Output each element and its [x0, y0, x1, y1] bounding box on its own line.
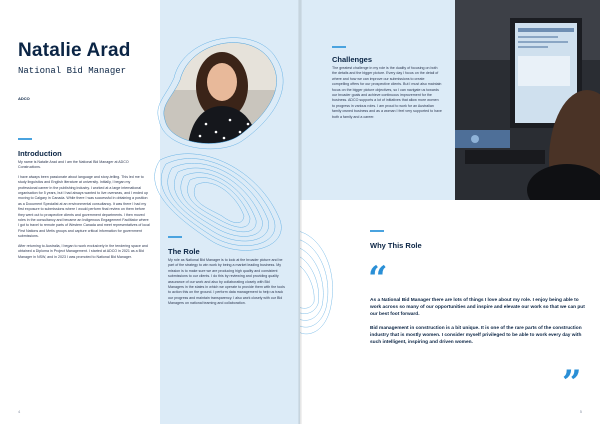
- challenges-accent-line: [332, 46, 346, 48]
- why-accent-line: [370, 230, 384, 232]
- introduction-body: [18, 160, 150, 264]
- role-paragraph: My role as National Bid Manager is to look at the broader picture and be part of the strategy to win work by being a market leading business. My mission is to make sure we are producing high quality and consistent submissions to our clients. I do this by reviewing and providing quality assurance of our work and also by collaborating closely with Bid Managers in the states in which we operate to provide them with the tools to action this on the ground. I perform data management to help us track our progress and maintain transparency. I also work closely with our Bid Managers on national teaming and collaboration.: [168, 258, 285, 306]
- company-name: ADCO: [18, 96, 30, 101]
- left-page-number: 4: [18, 409, 21, 414]
- gutter-fold: [298, 0, 302, 424]
- profile-name: Natalie Arad: [18, 40, 131, 61]
- intro-paragraph: My name is Natalie Arad and I am the National Bid Manager at ADCO Constructions.: [18, 160, 129, 170]
- the-role-body: [168, 258, 286, 311]
- intro-paragraph: After returning to Australia, I began to work exclusively in the tendering space and obtained a Diploma in Project Management. I started at ADCO in 2021 as a Bid Manager in NSW, and in 2023 I was promoted to National Bid Manager.: [18, 243, 148, 259]
- contour-decoration: [300, 190, 350, 424]
- open-quote-icon: “: [368, 259, 388, 299]
- why-this-role-body: [370, 297, 585, 353]
- challenges-paragraph: The greatest challenge in my role is the duality of focusing on both the details and the bigger picture. Every day I focus on the detail of where and how we can improve our submissions to create compelling offers for our prospective clients. But I must also maintain focus on the bigger picture objectives, so I can navigate us towards our broader goals and achieve continuous improvement for the business. ADCO supports a lot of initiatives that allow more women to progress in various roles. I am proud to work for an Australian family owned business and as a woman I feel very supported to have both a family and a career.: [332, 66, 442, 119]
- why-this-role-heading: Why This Role: [370, 241, 422, 250]
- office-photo: [455, 0, 600, 200]
- role-accent-line: [168, 236, 182, 238]
- introduction-heading: Introduction: [18, 149, 62, 158]
- challenges-heading: Challenges: [332, 55, 373, 64]
- close-quote-icon: ”: [562, 363, 582, 403]
- why-paragraph: Bid management in construction is a bit unique. It is one of the rare parts of the construction industry that is mostly women. I consider myself privileged to be able to work every day with such intelligent, inspiring and driven women.: [370, 326, 582, 345]
- right-page: [300, 0, 600, 424]
- profile-role: National Bid Manager: [18, 66, 127, 76]
- portrait-blob: [140, 20, 300, 260]
- challenges-body: [332, 66, 442, 124]
- the-role-heading: The Role: [168, 247, 200, 256]
- intro-paragraph: I have always been passionate about language and story-telling. This led me to study linguistics and English literature at university. Initially, I began my professional career in the publishing industry. I worked at a large international organisation for 5 years, but I had always wanted to live overseas, and I ended up moving to Calgary in Canada. While there I was successful in obtaining a position as a Document Specialist at an environmental consultancy. It was there I had my first exposure to submissions where I would perform final review on them before they went out to prospective clients and government departments. I then moved roles in the consultancy and became an Indigenous Engagement Facilitator where I got to travel to remote parts of Western Canada and meet representatives of local First Nations and Metis groups and capture critical information for government submissions.: [18, 174, 150, 239]
- right-page-number: 5: [579, 409, 582, 414]
- office-photo-image: [455, 0, 600, 200]
- intro-accent-line: [18, 138, 32, 140]
- why-paragraph: As a National Bid Manager there are lots of things I love about my role. I enjoy being able to work across so many of our opportunities and inspire and elevate our work so that we can put our best foot forward.: [370, 298, 585, 317]
